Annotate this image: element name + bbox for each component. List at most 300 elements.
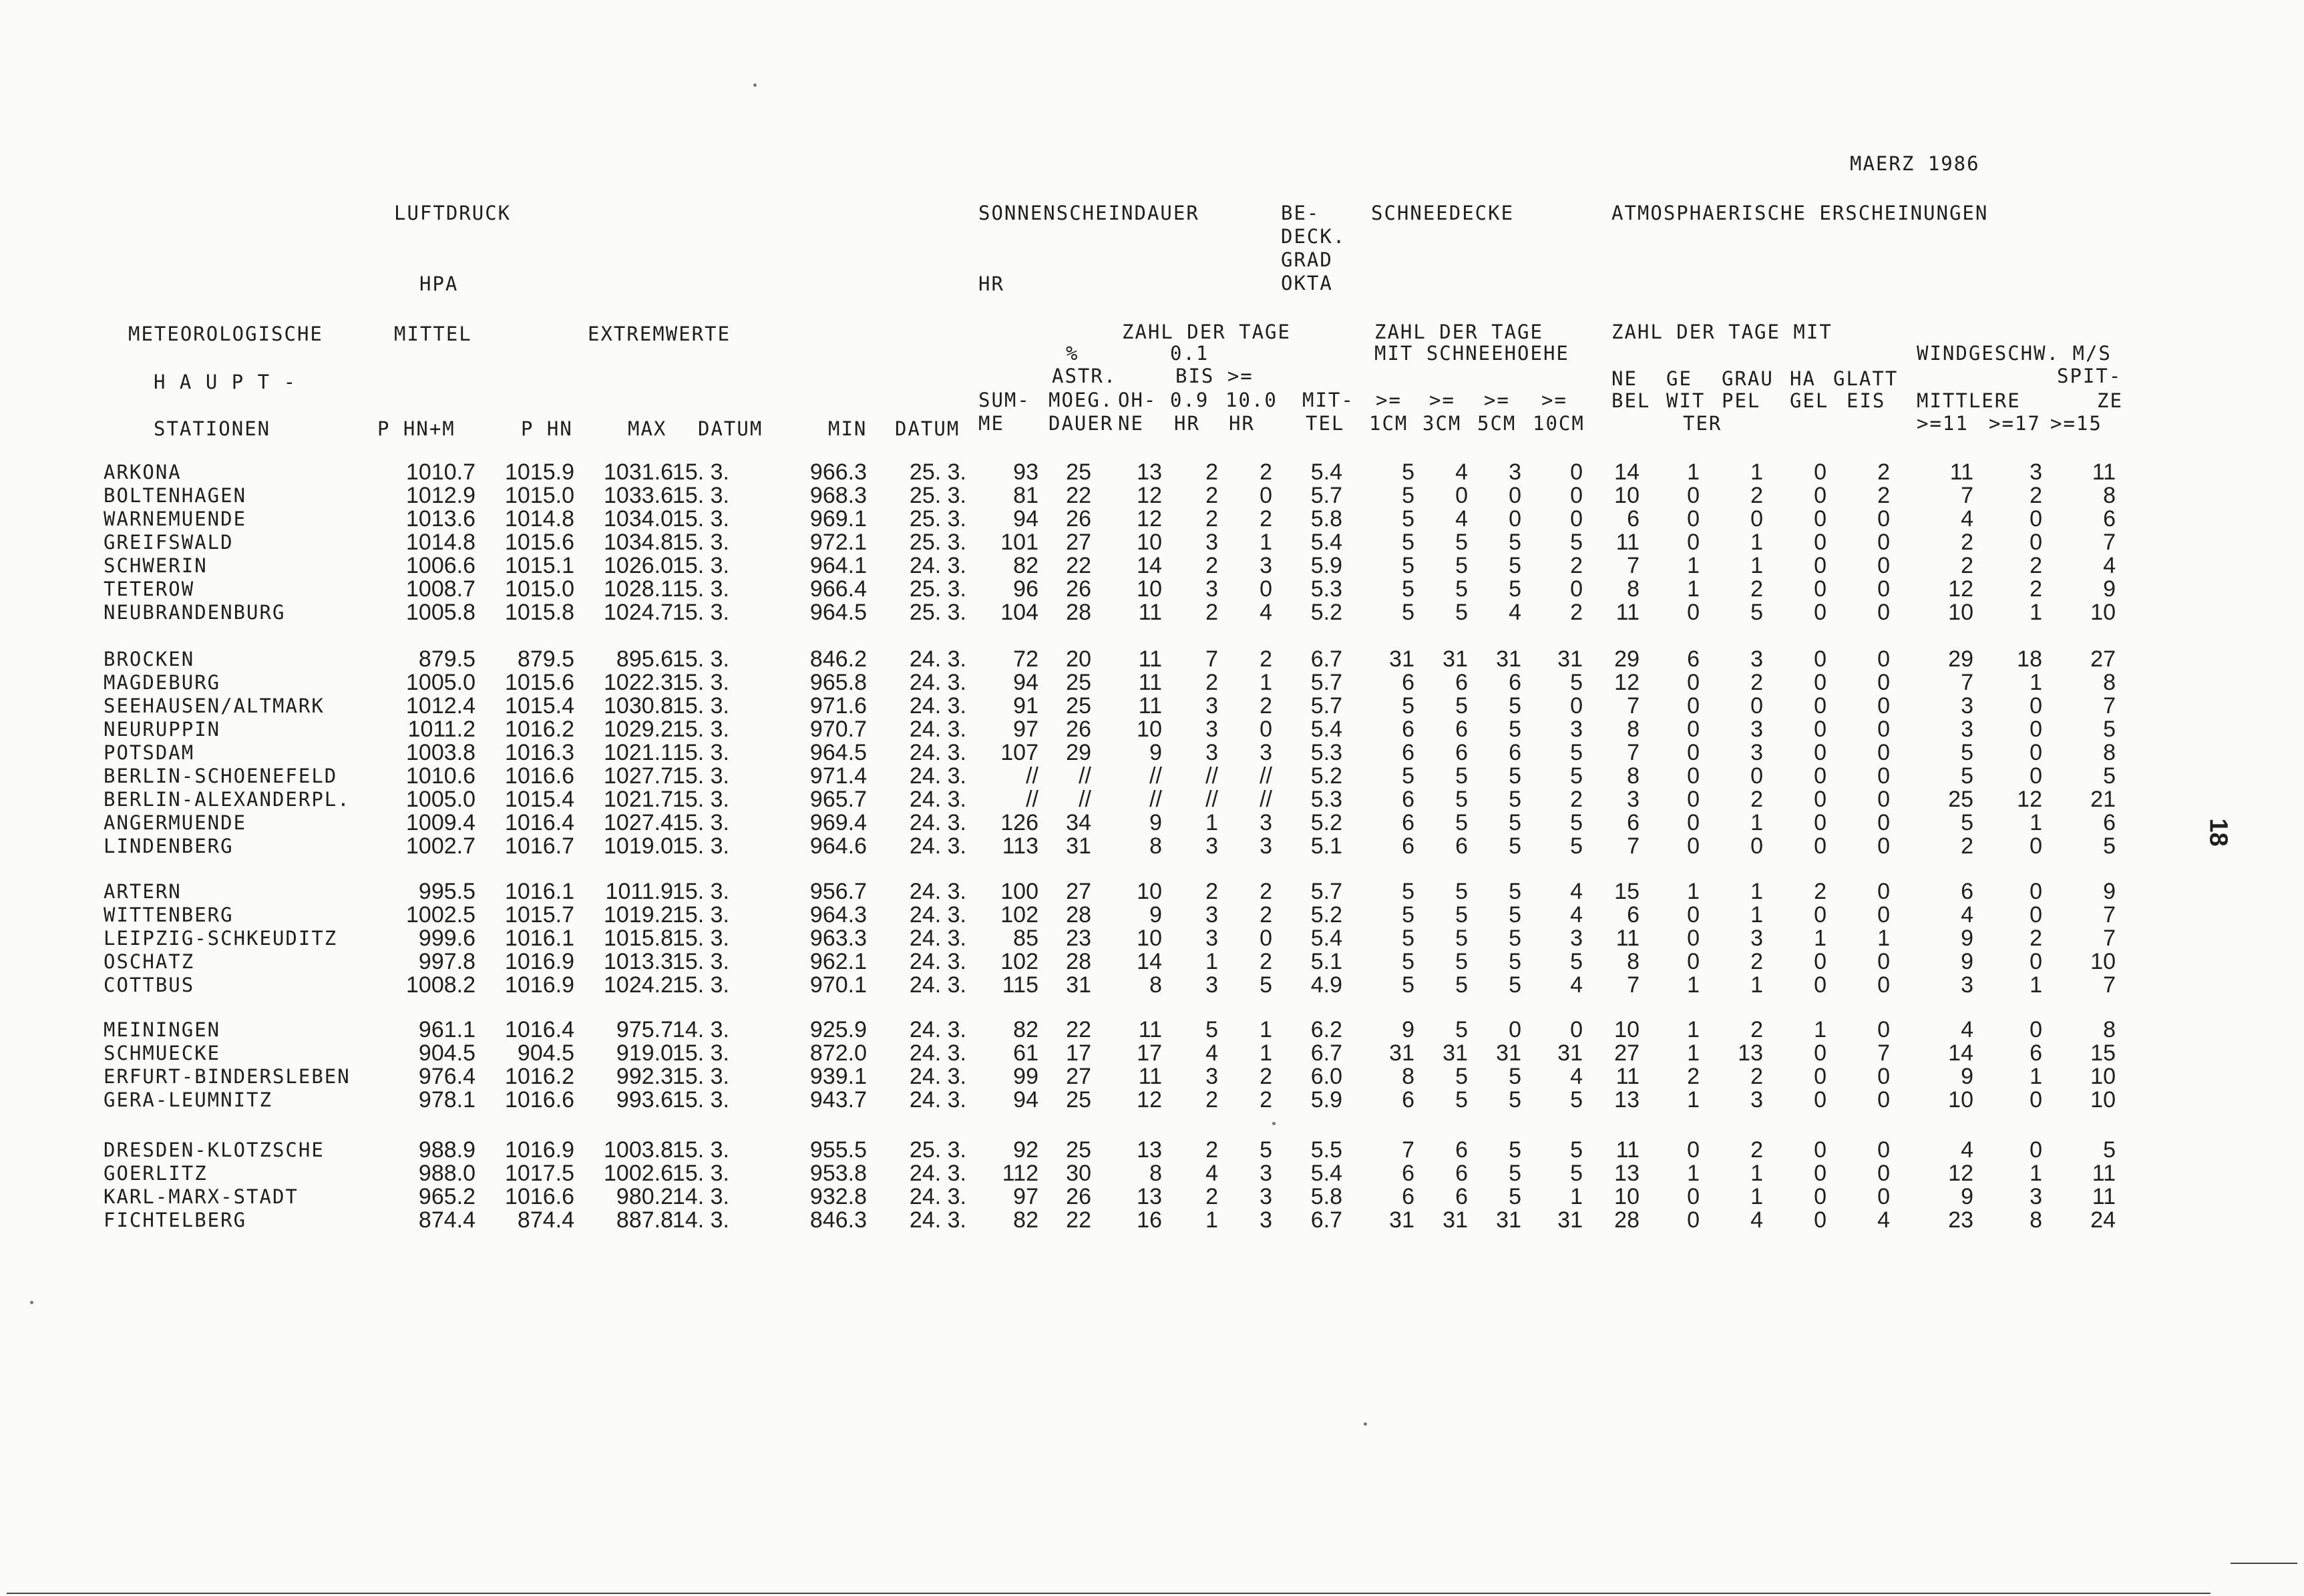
snow-days-10cm: 4 bbox=[1570, 1064, 1583, 1089]
header-ge3: >= bbox=[1429, 389, 1455, 411]
wind-days-17: 0 bbox=[2030, 693, 2042, 719]
gust-days-15: 7 bbox=[2103, 530, 2116, 555]
pressure-mean-hn: 1016.3 bbox=[505, 740, 574, 765]
pressure-max: 1024.7 bbox=[604, 600, 673, 625]
pressure-mean-hn: 1015.6 bbox=[505, 530, 574, 555]
days-sun-01-09: 2 bbox=[1205, 483, 1218, 508]
snow-days-10cm: 4 bbox=[1570, 879, 1583, 904]
header-g17: >=17 bbox=[1989, 412, 2041, 435]
snow-days-5cm: 31 bbox=[1496, 1207, 1521, 1233]
cloud-cover: 5.4 bbox=[1310, 717, 1342, 742]
hail-days: 0 bbox=[1814, 949, 1827, 974]
cloud-cover: 5.8 bbox=[1310, 1184, 1342, 1209]
snow-days-10cm: 5 bbox=[1570, 740, 1583, 765]
wind-days-11: 2 bbox=[1961, 530, 1973, 555]
hail-days: 0 bbox=[1814, 1184, 1827, 1209]
table-row bbox=[0, 788, 2304, 811]
graupel-days: 0 bbox=[1750, 506, 1763, 532]
wind-days-17: 0 bbox=[2030, 1017, 2042, 1042]
sunshine-sum: 92 bbox=[1013, 1137, 1038, 1163]
days-sun-10: 0 bbox=[1260, 576, 1272, 602]
pressure-max-date: 14. 3. bbox=[672, 1207, 729, 1233]
pressure-min-date: 24. 3. bbox=[909, 1207, 966, 1233]
snow-days-3cm: 31 bbox=[1443, 646, 1468, 672]
fog-days: 8 bbox=[1627, 949, 1640, 974]
graupel-days: 1 bbox=[1750, 530, 1763, 555]
pressure-min-date: 24. 3. bbox=[909, 1040, 966, 1066]
days-sun-01-09: 3 bbox=[1205, 1064, 1218, 1089]
days-sun-10: 3 bbox=[1260, 1161, 1272, 1186]
header-ter: TER bbox=[1683, 412, 1722, 435]
gust-days-15: 8 bbox=[2103, 670, 2116, 695]
graupel-days: 3 bbox=[1750, 926, 1763, 951]
wind-days-11: 6 bbox=[1961, 879, 1973, 904]
graupel-days: 2 bbox=[1750, 670, 1763, 695]
pressure-max-date: 15. 3. bbox=[672, 787, 729, 812]
wind-days-11: 3 bbox=[1961, 717, 1973, 742]
snow-days-3cm: 6 bbox=[1455, 670, 1468, 695]
gust-days-15: 4 bbox=[2103, 553, 2116, 578]
sunshine-percent: 27 bbox=[1066, 1064, 1091, 1089]
header-p-hn: P HN bbox=[521, 417, 573, 440]
table-row bbox=[0, 835, 2304, 858]
snow-days-5cm: 5 bbox=[1509, 972, 1521, 998]
pressure-min: 964.5 bbox=[809, 600, 867, 625]
hail-days: 0 bbox=[1814, 553, 1827, 578]
days-sun-10: // bbox=[1260, 787, 1272, 812]
pressure-mean-hnm: 879.5 bbox=[418, 646, 475, 672]
station-name: LINDENBERG bbox=[104, 835, 234, 857]
pressure-max-date: 15. 3. bbox=[672, 717, 729, 742]
pressure-max-date: 15. 3. bbox=[672, 740, 729, 765]
header-sum: SUM- bbox=[978, 389, 1030, 411]
table-row bbox=[0, 508, 2304, 531]
header-10cm: 10CM bbox=[1533, 412, 1585, 435]
header-atmos: ATMOSPHAERISCHE ERSCHEINUNGEN bbox=[1611, 202, 1989, 224]
header-p-hnm: P HN+M bbox=[377, 417, 455, 440]
pressure-mean-hn: 1015.6 bbox=[505, 670, 574, 695]
snow-days-10cm: 4 bbox=[1570, 972, 1583, 998]
graupel-days: 1 bbox=[1750, 459, 1763, 485]
hail-days: 0 bbox=[1814, 670, 1827, 695]
sunshine-sum: // bbox=[1026, 763, 1038, 789]
header-hr: HR bbox=[978, 272, 1004, 295]
wind-days-11: 11 bbox=[1949, 459, 1973, 485]
thunder-days: 1 bbox=[1687, 1161, 1700, 1186]
snow-days-1cm: 5 bbox=[1402, 949, 1414, 974]
pressure-max: 992.3 bbox=[616, 1064, 673, 1089]
station-name: SCHMUECKE bbox=[104, 1042, 221, 1064]
scan-speck bbox=[1272, 1122, 1276, 1125]
wind-days-17: 0 bbox=[2030, 879, 2042, 904]
graupel-days: 0 bbox=[1750, 763, 1763, 789]
pressure-max: 1027.7 bbox=[604, 763, 673, 789]
header-09: 0.9 bbox=[1170, 389, 1209, 411]
days-sun-01-09: 2 bbox=[1205, 553, 1218, 578]
sunshine-sum: 97 bbox=[1013, 717, 1038, 742]
fog-days: 7 bbox=[1627, 740, 1640, 765]
glaze-days: 0 bbox=[1877, 717, 1890, 742]
header-ge: GE bbox=[1666, 367, 1692, 390]
pressure-min-date: 24. 3. bbox=[909, 717, 966, 742]
bottom-rule-right bbox=[2231, 1563, 2297, 1564]
pressure-mean-hnm: 1005.8 bbox=[406, 600, 475, 625]
header-ze: ZE bbox=[2097, 389, 2123, 412]
sunshine-percent: 25 bbox=[1066, 1137, 1091, 1163]
hail-days: 0 bbox=[1814, 833, 1827, 859]
days-sun-01-09: 2 bbox=[1205, 879, 1218, 904]
thunder-days: 0 bbox=[1687, 693, 1700, 719]
glaze-days: 0 bbox=[1877, 553, 1890, 578]
hail-days: 0 bbox=[1814, 1137, 1827, 1163]
days-no-sun: 8 bbox=[1149, 1161, 1162, 1186]
header-luftdruck: LUFTDRUCK bbox=[394, 202, 512, 224]
table-row bbox=[0, 694, 2304, 718]
wind-days-17: 1 bbox=[2030, 810, 2042, 835]
pressure-mean-hn: 1015.0 bbox=[505, 576, 574, 602]
wind-days-11: 2 bbox=[1961, 553, 1973, 578]
gust-days-15: 10 bbox=[2090, 1064, 2116, 1089]
graupel-days: 3 bbox=[1750, 1087, 1763, 1113]
fog-days: 13 bbox=[1614, 1087, 1640, 1113]
days-no-sun: 13 bbox=[1137, 459, 1162, 485]
sunshine-sum: 94 bbox=[1013, 506, 1038, 532]
days-sun-10: 1 bbox=[1260, 530, 1272, 555]
cloud-cover: 5.7 bbox=[1310, 670, 1342, 695]
snow-days-1cm: 5 bbox=[1402, 902, 1414, 928]
pressure-mean-hn: 1016.9 bbox=[505, 949, 574, 974]
days-no-sun: 10 bbox=[1137, 926, 1162, 951]
wind-days-11: 5 bbox=[1961, 810, 1973, 835]
pressure-max: 1002.6 bbox=[604, 1161, 673, 1186]
sunshine-sum: 85 bbox=[1013, 926, 1038, 951]
pressure-max: 1021.7 bbox=[604, 787, 673, 812]
snow-days-3cm: 6 bbox=[1455, 717, 1468, 742]
sunshine-percent: 17 bbox=[1066, 1040, 1091, 1066]
cloud-cover: 5.9 bbox=[1310, 553, 1342, 578]
sunshine-percent: 25 bbox=[1066, 670, 1091, 695]
hail-days: 0 bbox=[1814, 787, 1827, 812]
fog-days: 8 bbox=[1627, 717, 1640, 742]
pressure-mean-hn: 1016.7 bbox=[505, 833, 574, 859]
station-name: DRESDEN-KLOTZSCHE bbox=[104, 1139, 325, 1161]
snow-days-1cm: 5 bbox=[1402, 879, 1414, 904]
pressure-max: 1034.0 bbox=[604, 506, 673, 532]
gust-days-15: 10 bbox=[2090, 949, 2116, 974]
glaze-days: 0 bbox=[1877, 787, 1890, 812]
sunshine-sum: 72 bbox=[1013, 646, 1038, 672]
pressure-mean-hnm: 1002.7 bbox=[406, 833, 475, 859]
days-no-sun: 16 bbox=[1137, 1207, 1162, 1233]
pressure-min: 925.9 bbox=[809, 1017, 867, 1042]
table-row bbox=[0, 554, 2304, 578]
wind-days-11: 29 bbox=[1948, 646, 1973, 672]
glaze-days: 0 bbox=[1877, 1137, 1890, 1163]
pressure-mean-hn: 1016.2 bbox=[505, 1064, 574, 1089]
wind-days-11: 23 bbox=[1948, 1207, 1973, 1233]
snow-days-10cm: 5 bbox=[1570, 1087, 1583, 1113]
thunder-days: 0 bbox=[1687, 1207, 1700, 1233]
pressure-mean-hnm: 1006.6 bbox=[406, 553, 475, 578]
pressure-min-date: 25. 3. bbox=[909, 459, 966, 485]
table-row bbox=[0, 1042, 2304, 1065]
pressure-max-date: 15. 3. bbox=[672, 763, 729, 789]
header-5cm: 5CM bbox=[1477, 412, 1517, 435]
days-no-sun: 9 bbox=[1149, 902, 1162, 928]
wind-days-17: 1 bbox=[2030, 670, 2042, 695]
days-sun-01-09: 1 bbox=[1205, 1207, 1218, 1233]
pressure-mean-hnm: 1003.8 bbox=[406, 740, 475, 765]
pressure-max: 1034.8 bbox=[604, 530, 673, 555]
sunshine-percent: 28 bbox=[1066, 600, 1091, 625]
sunshine-sum: 91 bbox=[1013, 693, 1038, 719]
thunder-days: 0 bbox=[1687, 1137, 1700, 1163]
pressure-mean-hnm: 1010.7 bbox=[406, 459, 475, 485]
sunshine-sum: 100 bbox=[1000, 879, 1038, 904]
snow-days-10cm: 2 bbox=[1570, 553, 1583, 578]
pressure-min-date: 25. 3. bbox=[909, 576, 966, 602]
header-ne: NE bbox=[1611, 367, 1638, 390]
snow-days-10cm: 31 bbox=[1557, 1207, 1583, 1233]
pressure-max: 1026.0 bbox=[604, 553, 673, 578]
header-g11: >=11 bbox=[1917, 412, 1969, 435]
station-name: COTTBUS bbox=[104, 974, 195, 996]
glaze-days: 0 bbox=[1877, 1087, 1890, 1113]
pressure-max: 1024.2 bbox=[604, 972, 673, 998]
header-spit: SPIT- bbox=[2057, 365, 2122, 387]
pressure-mean-hn: 1016.9 bbox=[505, 1137, 574, 1163]
pressure-min-date: 24. 3. bbox=[909, 1184, 966, 1209]
wind-days-11: 10 bbox=[1948, 1087, 1973, 1113]
pressure-mean-hnm: 999.6 bbox=[418, 926, 475, 951]
scan-speck bbox=[1364, 1422, 1367, 1426]
cloud-cover: 5.8 bbox=[1310, 506, 1342, 532]
wind-days-11: 5 bbox=[1961, 763, 1973, 789]
hail-days: 0 bbox=[1814, 1064, 1827, 1089]
pressure-max-date: 15. 3. bbox=[672, 949, 729, 974]
header-mittel: MITTEL bbox=[394, 323, 472, 345]
header-hr-100: HR bbox=[1229, 412, 1255, 435]
glaze-days: 0 bbox=[1877, 600, 1890, 625]
days-no-sun: // bbox=[1149, 787, 1162, 812]
gust-days-15: 27 bbox=[2090, 646, 2116, 672]
cloud-cover: 5.1 bbox=[1310, 949, 1342, 974]
hail-days: 2 bbox=[1814, 879, 1827, 904]
pressure-min: 939.1 bbox=[809, 1064, 867, 1089]
glaze-days: 0 bbox=[1877, 530, 1890, 555]
fog-days: 14 bbox=[1614, 459, 1640, 485]
snow-days-3cm: 6 bbox=[1455, 833, 1468, 859]
table-row bbox=[0, 718, 2304, 741]
pressure-max: 975.7 bbox=[616, 1017, 673, 1042]
pressure-mean-hnm: 988.0 bbox=[418, 1161, 475, 1186]
days-no-sun: 11 bbox=[1138, 1064, 1162, 1089]
pressure-min-date: 24. 3. bbox=[909, 810, 966, 835]
wind-days-17: 8 bbox=[2030, 1207, 2042, 1233]
pressure-max-date: 14. 3. bbox=[672, 1184, 729, 1209]
pressure-max-date: 15. 3. bbox=[672, 926, 729, 951]
hail-days: 0 bbox=[1814, 740, 1827, 765]
days-sun-10: 0 bbox=[1260, 483, 1272, 508]
thunder-days: 0 bbox=[1687, 810, 1700, 835]
snow-days-10cm: 3 bbox=[1570, 926, 1583, 951]
snow-days-3cm: 6 bbox=[1455, 740, 1468, 765]
pressure-mean-hnm: 961.1 bbox=[418, 1017, 475, 1042]
snow-days-5cm: 5 bbox=[1509, 717, 1521, 742]
cloud-cover: 5.7 bbox=[1310, 879, 1342, 904]
sunshine-percent: 25 bbox=[1066, 459, 1091, 485]
cloud-cover: 6.2 bbox=[1310, 1017, 1342, 1042]
sunshine-sum: 107 bbox=[1000, 740, 1038, 765]
snow-days-1cm: 6 bbox=[1402, 833, 1414, 859]
pressure-min-date: 24. 3. bbox=[909, 693, 966, 719]
pressure-min-date: 24. 3. bbox=[909, 1087, 966, 1113]
station-group bbox=[0, 880, 2304, 997]
gust-days-15: 8 bbox=[2103, 1017, 2116, 1042]
pressure-mean-hnm: 1009.4 bbox=[406, 810, 475, 835]
snow-days-10cm: 4 bbox=[1570, 902, 1583, 928]
pressure-min: 965.8 bbox=[809, 670, 867, 695]
snow-days-3cm: 5 bbox=[1455, 763, 1468, 789]
pressure-min-date: 24. 3. bbox=[909, 833, 966, 859]
gust-days-15: 15 bbox=[2090, 1040, 2116, 1066]
fog-days: 10 bbox=[1614, 1017, 1640, 1042]
station-name: ARKONA bbox=[104, 461, 182, 483]
snow-days-5cm: 5 bbox=[1509, 553, 1521, 578]
cloud-cover: 6.7 bbox=[1310, 646, 1342, 672]
snow-days-3cm: 4 bbox=[1455, 506, 1468, 532]
days-sun-01-09: 3 bbox=[1205, 576, 1218, 602]
pressure-min-date: 25. 3. bbox=[909, 1137, 966, 1163]
snow-days-1cm: 6 bbox=[1402, 787, 1414, 812]
hail-days: 0 bbox=[1814, 763, 1827, 789]
days-sun-01-09: 2 bbox=[1205, 1087, 1218, 1113]
header-g15: >=15 bbox=[2050, 412, 2102, 435]
pressure-max: 1013.3 bbox=[604, 949, 673, 974]
gust-days-15: 7 bbox=[2103, 902, 2116, 928]
sunshine-sum: // bbox=[1026, 787, 1038, 812]
pressure-max: 1031.6 bbox=[604, 459, 673, 485]
pressure-max: 1019.2 bbox=[604, 902, 673, 928]
glaze-days: 1 bbox=[1877, 926, 1890, 951]
table-row bbox=[0, 950, 2304, 974]
station-name: WITTENBERG bbox=[104, 904, 234, 926]
station-group bbox=[0, 1139, 2304, 1232]
pressure-max-date: 15. 3. bbox=[672, 1040, 729, 1066]
gust-days-15: 8 bbox=[2103, 483, 2116, 508]
wind-days-11: 4 bbox=[1961, 902, 1973, 928]
pressure-min-date: 24. 3. bbox=[909, 740, 966, 765]
cloud-cover: 5.3 bbox=[1310, 740, 1342, 765]
pressure-max-date: 15. 3. bbox=[672, 530, 729, 555]
station-group bbox=[0, 1018, 2304, 1112]
header-mit: MIT- bbox=[1302, 389, 1354, 411]
days-sun-01-09: 2 bbox=[1205, 1184, 1218, 1209]
snow-days-5cm: 5 bbox=[1509, 833, 1521, 859]
glaze-days: 0 bbox=[1877, 1017, 1890, 1042]
pressure-max: 1030.8 bbox=[604, 693, 673, 719]
pressure-max-date: 15. 3. bbox=[672, 833, 729, 859]
header-dauer: DAUER bbox=[1048, 412, 1114, 435]
snow-days-5cm: 5 bbox=[1509, 926, 1521, 951]
snow-days-5cm: 0 bbox=[1509, 483, 1521, 508]
table-row bbox=[0, 974, 2304, 997]
days-no-sun: 10 bbox=[1137, 717, 1162, 742]
fog-days: 6 bbox=[1627, 810, 1640, 835]
station-name: TETEROW bbox=[104, 578, 195, 600]
snow-days-10cm: 0 bbox=[1570, 459, 1583, 485]
snow-days-3cm: 6 bbox=[1455, 1184, 1468, 1209]
header-bel: BEL bbox=[1611, 389, 1651, 412]
sunshine-sum: 97 bbox=[1013, 1184, 1038, 1209]
days-sun-10: 5 bbox=[1260, 1137, 1272, 1163]
header-schneedecke: SCHNEEDECKE bbox=[1371, 202, 1515, 224]
snow-days-3cm: 6 bbox=[1455, 1161, 1468, 1186]
station-name: BROCKEN bbox=[104, 648, 195, 670]
days-sun-01-09: 3 bbox=[1205, 530, 1218, 555]
header-moeg: MOEG. bbox=[1048, 389, 1114, 411]
days-sun-01-09: 2 bbox=[1205, 670, 1218, 695]
glaze-days: 0 bbox=[1877, 693, 1890, 719]
snow-days-5cm: 5 bbox=[1509, 879, 1521, 904]
pressure-min: 971.6 bbox=[809, 693, 867, 719]
thunder-days: 1 bbox=[1687, 972, 1700, 998]
header-zahl-tage-mit: ZAHL DER TAGE MIT bbox=[1611, 321, 1833, 343]
sunshine-sum: 61 bbox=[1013, 1040, 1038, 1066]
glaze-days: 0 bbox=[1877, 646, 1890, 672]
thunder-days: 1 bbox=[1687, 1087, 1700, 1113]
snow-days-10cm: 31 bbox=[1557, 1040, 1583, 1066]
snow-days-1cm: 6 bbox=[1402, 717, 1414, 742]
pressure-mean-hnm: 904.5 bbox=[418, 1040, 475, 1066]
fog-days: 8 bbox=[1627, 576, 1640, 602]
sunshine-percent: 26 bbox=[1066, 1184, 1091, 1209]
snow-days-10cm: 1 bbox=[1570, 1184, 1583, 1209]
table-row bbox=[0, 811, 2304, 835]
snow-days-3cm: 5 bbox=[1455, 926, 1468, 951]
gust-days-15: 5 bbox=[2103, 717, 2116, 742]
pressure-min-date: 24. 3. bbox=[909, 553, 966, 578]
hail-days: 0 bbox=[1814, 483, 1827, 508]
wind-days-17: 2 bbox=[2030, 553, 2042, 578]
cloud-cover: 5.4 bbox=[1310, 926, 1342, 951]
header-mit-schnee: MIT SCHNEEHOEHE bbox=[1374, 342, 1569, 365]
snow-days-10cm: 31 bbox=[1557, 646, 1583, 672]
snow-days-10cm: 0 bbox=[1570, 483, 1583, 508]
sunshine-percent: 22 bbox=[1066, 553, 1091, 578]
station-name: BERLIN-SCHOENEFELD bbox=[104, 765, 338, 787]
snow-days-5cm: 5 bbox=[1509, 1161, 1521, 1186]
fog-days: 7 bbox=[1627, 693, 1640, 719]
days-sun-10: 3 bbox=[1260, 740, 1272, 765]
days-no-sun: 17 bbox=[1137, 1040, 1162, 1066]
days-sun-10: // bbox=[1260, 763, 1272, 789]
days-sun-10: 0 bbox=[1260, 926, 1272, 951]
days-no-sun: 12 bbox=[1137, 483, 1162, 508]
station-name: MEININGEN bbox=[104, 1018, 221, 1041]
snow-days-3cm: 5 bbox=[1455, 1087, 1468, 1113]
days-sun-10: 1 bbox=[1260, 1040, 1272, 1066]
gust-days-15: 24 bbox=[2090, 1207, 2116, 1233]
thunder-days: 0 bbox=[1687, 600, 1700, 625]
pressure-max-date: 15. 3. bbox=[672, 1064, 729, 1089]
thunder-days: 1 bbox=[1687, 576, 1700, 602]
fog-days: 11 bbox=[1615, 1064, 1640, 1089]
header-eis: EIS bbox=[1847, 389, 1886, 412]
days-sun-10: 3 bbox=[1260, 1207, 1272, 1233]
pressure-max: 1028.1 bbox=[604, 576, 673, 602]
gust-days-15: 5 bbox=[2103, 1137, 2116, 1163]
